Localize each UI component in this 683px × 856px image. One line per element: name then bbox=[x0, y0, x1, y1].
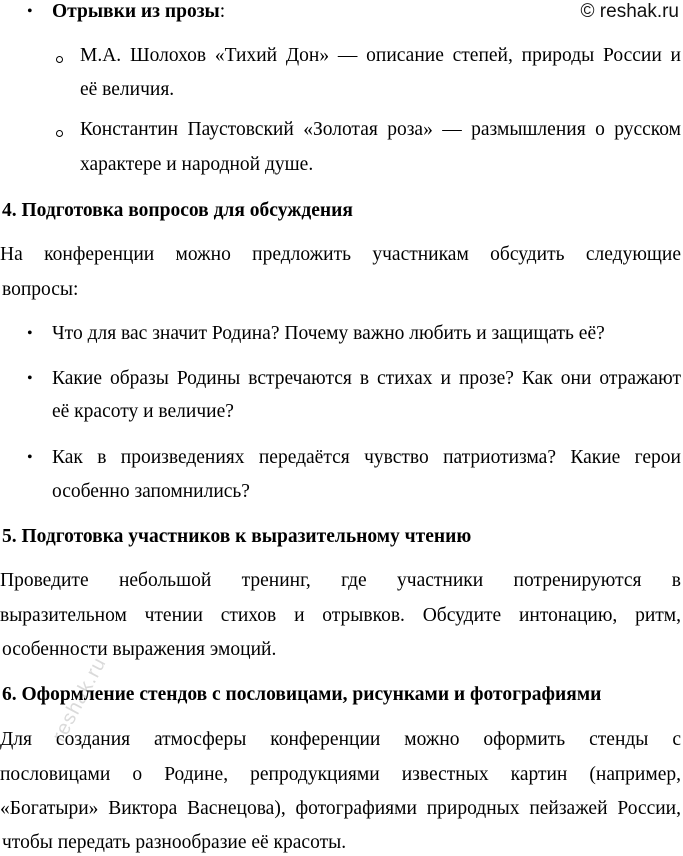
watermark-diagonal: reshak.ru bbox=[48, 653, 111, 746]
prose-label: Отрывки из прозы bbox=[52, 1, 220, 22]
question-line: Какие образы Родины встречаются в стихах и прозе? Как они отражают bbox=[52, 368, 681, 389]
prose-label-suffix: : bbox=[219, 1, 226, 22]
circle-bullet-icon bbox=[56, 130, 63, 137]
section-6-text-line: «Богатыри» Виктора Васнецова), фотографиями природных пейзажей России, bbox=[0, 798, 681, 819]
circle-bullet-icon bbox=[56, 56, 63, 63]
prose-item-line: её величия. bbox=[80, 79, 175, 100]
section-6-text-line: пословицами о Родине, репродукциями известных картин (например, bbox=[0, 764, 681, 785]
section-4-intro-line: На конференции можно предложить участникам обсудить следующие bbox=[0, 244, 681, 265]
bullet-icon: • bbox=[27, 449, 33, 466]
prose-item-line: М.А. Шолохов «Тихий Дон» — описание степей, природы России и bbox=[80, 45, 681, 66]
question-line: её красоту и величие? bbox=[52, 401, 234, 422]
bullet-icon: • bbox=[27, 325, 33, 342]
prose-item-line: характере и народной душе. bbox=[80, 154, 314, 175]
question-line: особенно запомнились? bbox=[52, 481, 250, 502]
section-4-heading: 4. Подготовка вопросов для обсуждения bbox=[2, 200, 353, 221]
bullet-icon: • bbox=[27, 3, 33, 20]
question-line: Как в произведениях передаётся чувство патриотизма? Какие герои bbox=[52, 447, 681, 468]
watermark: © reshak.ru bbox=[580, 1, 679, 22]
question-line: Что для вас значит Родина? Почему важно любить и защищать её? bbox=[52, 323, 605, 344]
section-5-heading: 5. Подготовка участников к выразительному чтению bbox=[2, 526, 472, 547]
section-4-intro-line: вопросы: bbox=[2, 279, 79, 300]
bullet-icon: • bbox=[27, 370, 33, 387]
section-6-text-line: чтобы передать разнообразие её красоты. bbox=[2, 832, 347, 853]
prose-item-line: Константин Паустовский «Золотая роза» — размышления о русском bbox=[80, 119, 681, 140]
section-6-text-line: Для создания атмосферы конференции можно оформить стенды с bbox=[0, 729, 681, 750]
prose-label-line bbox=[52, 0, 225, 24]
section-5-text-line: выразительном чтении стихов и отрывков. Обсудите интонацию, ритм, bbox=[0, 605, 681, 626]
section-5-text-line: особенности выражения эмоций. bbox=[2, 639, 277, 660]
section-5-text-line: Проведите небольшой тренинг, где участники потренируются в bbox=[0, 570, 681, 591]
section-6-heading: 6. Оформление стендов с пословицами, рисунками и фотографиями bbox=[2, 684, 602, 705]
